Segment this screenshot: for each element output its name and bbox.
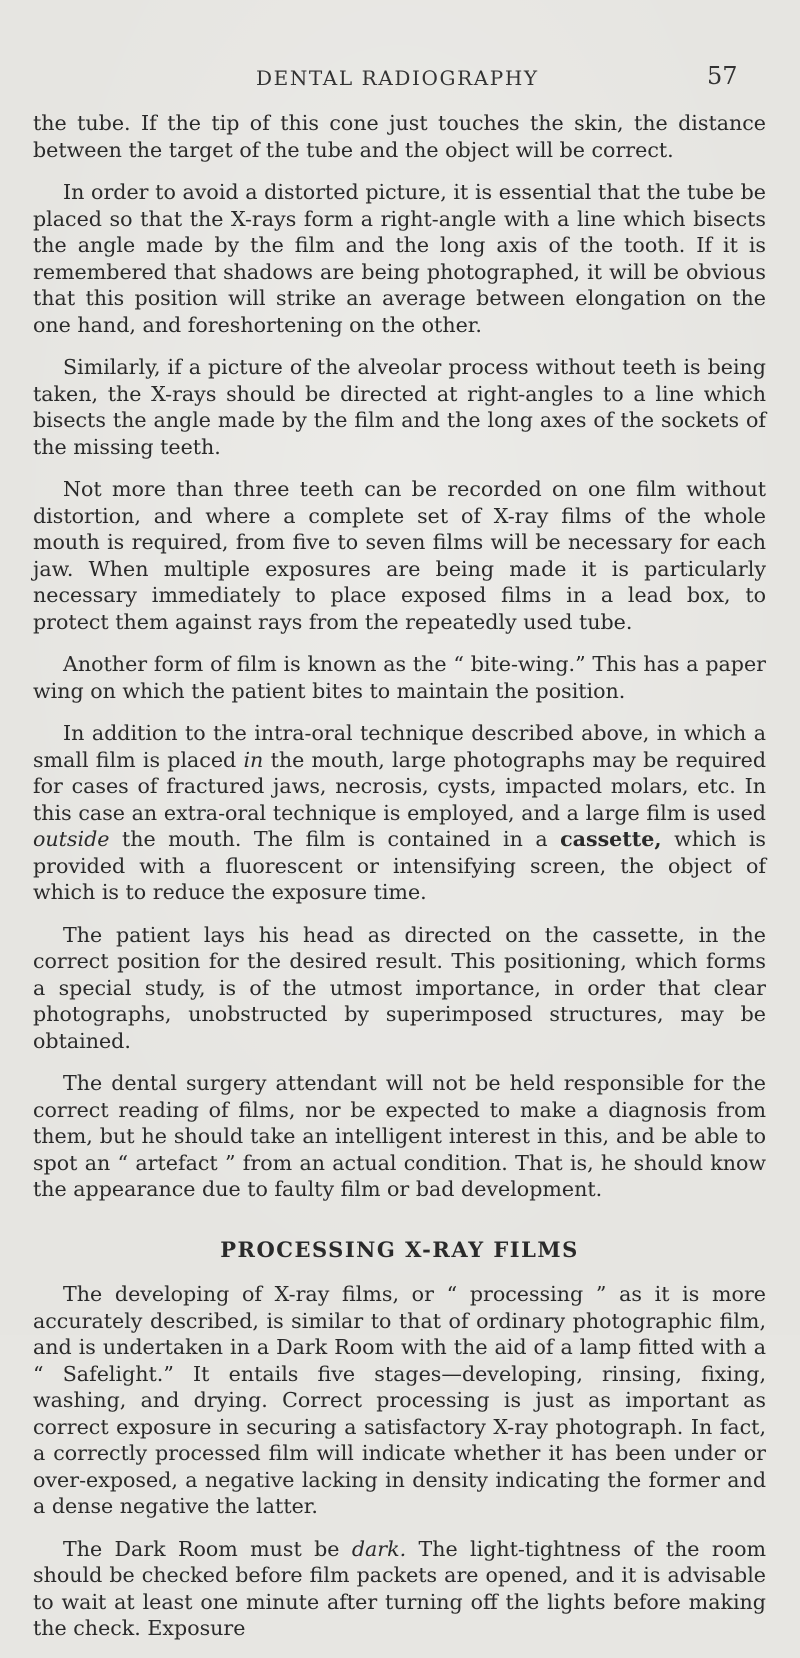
- italic-outside: outside: [33, 827, 110, 851]
- text-segment: which is provided with a fluorescent or intensifying screen, the object of which is to reduce the exposure time.: [33, 827, 766, 904]
- bold-cassette: cassette,: [560, 827, 662, 851]
- text-segment: The light-tightness of the room should be checked before film packets are opened, and it is advisable to wait at least one minute after turning off the lights before making the check. Exposure: [33, 1536, 766, 1640]
- paragraph-dark-room: [33, 1536, 766, 1642]
- paragraph-alveolar-process: Similarly, if a picture of the alveolar process without teeth is being taken, the X-rays should be directed at right-angles to a line which bisects the angle made by the film and the long axes of the sockets of the missing teeth.: [33, 355, 766, 459]
- paragraph-processing: The developing of X-ray films, or “ processing ” as it is more accurately described, is similar to that of ordinary photographic film, and is undertaken in a Dark Room with the aid of a lamp fitted with a “ Safelight.” It entails five stages—developing, rinsing, fixing, washing, and drying. Correct processing is just as important as correct exposure in securing a satisfactory X-ray photograph. In fact, a correctly processed film will indicate whether it has been under or over-exposed, a negative lacking in density indicating the former and a dense negative the latter.: [33, 1282, 766, 1518]
- text-segment: the mouth. The film is contained in a: [109, 827, 561, 851]
- body-text: [33, 110, 766, 1658]
- italic-in: in: [243, 747, 264, 772]
- paragraph-film-count: Not more than three teeth can be recorded on one film without distortion, and where a complete set of X-ray films of the whole mouth is required, from five to seven films will be necessary for each jaw. When multiple exposures are being made it is particularly necessary immediately to place exposed films in a lead box, to protect them against rays from the repeatedly used tube.: [33, 477, 766, 634]
- text-segment: The Dark Room must be: [63, 1536, 352, 1561]
- page-number: 57: [707, 62, 738, 90]
- paragraph-attendant: The dental surgery attendant will not be held responsible for the correct reading of films, nor be expected to make a diagnosis from them, but he should take an intelligent interest in this, and be able to spot an “ artefact ” from an actual condition. That is, he should know the appearance due to faulty film or bad development.: [33, 1071, 766, 1201]
- text-segment: In addition to the intra-oral technique described above, in which a small film is placed: [33, 721, 766, 772]
- running-title: DENTAL RADIOGRAPHY: [256, 66, 539, 90]
- paragraph-extra-oral: [33, 720, 766, 906]
- running-head: [0, 62, 800, 96]
- section-heading: PROCESSING X-RAY FILMS: [220, 1236, 579, 1262]
- text-segment: the mouth, large photographs may be required for cases of fractured jaws, necrosis, cysts, impacted molars, etc. In this case an extra-oral technique is employed, and a large film is used: [33, 747, 767, 825]
- paragraph-continuation: the tube. If the tip of this cone just touches the skin, the distance between the target of the tube and the object will be correct.: [33, 111, 766, 162]
- paragraph-distortion: In order to avoid a distorted picture, it is essential that the tube be placed so that the X-rays form a right-angle with a line which bisects the angle made by the film and the long axis of the tooth. If it is remembered that shadows are being photographed, it will be obvious that this position will strike an average between elongation on the one hand, and foreshortening on the other.: [33, 180, 766, 337]
- italic-dark: dark.: [351, 1536, 407, 1561]
- paragraph-bite-wing: Another form of film is known as the “ bite-wing.” This has a paper wing on which the patient bites to maintain the position.: [33, 652, 766, 703]
- paragraph-positioning: The patient lays his head as directed on the cassette, in the correct position for the desired result. This positioning, which forms a special study, is of the utmost importance, in order that clear photographs, unobstructed by superimposed structures, may be obtained.: [33, 922, 766, 1053]
